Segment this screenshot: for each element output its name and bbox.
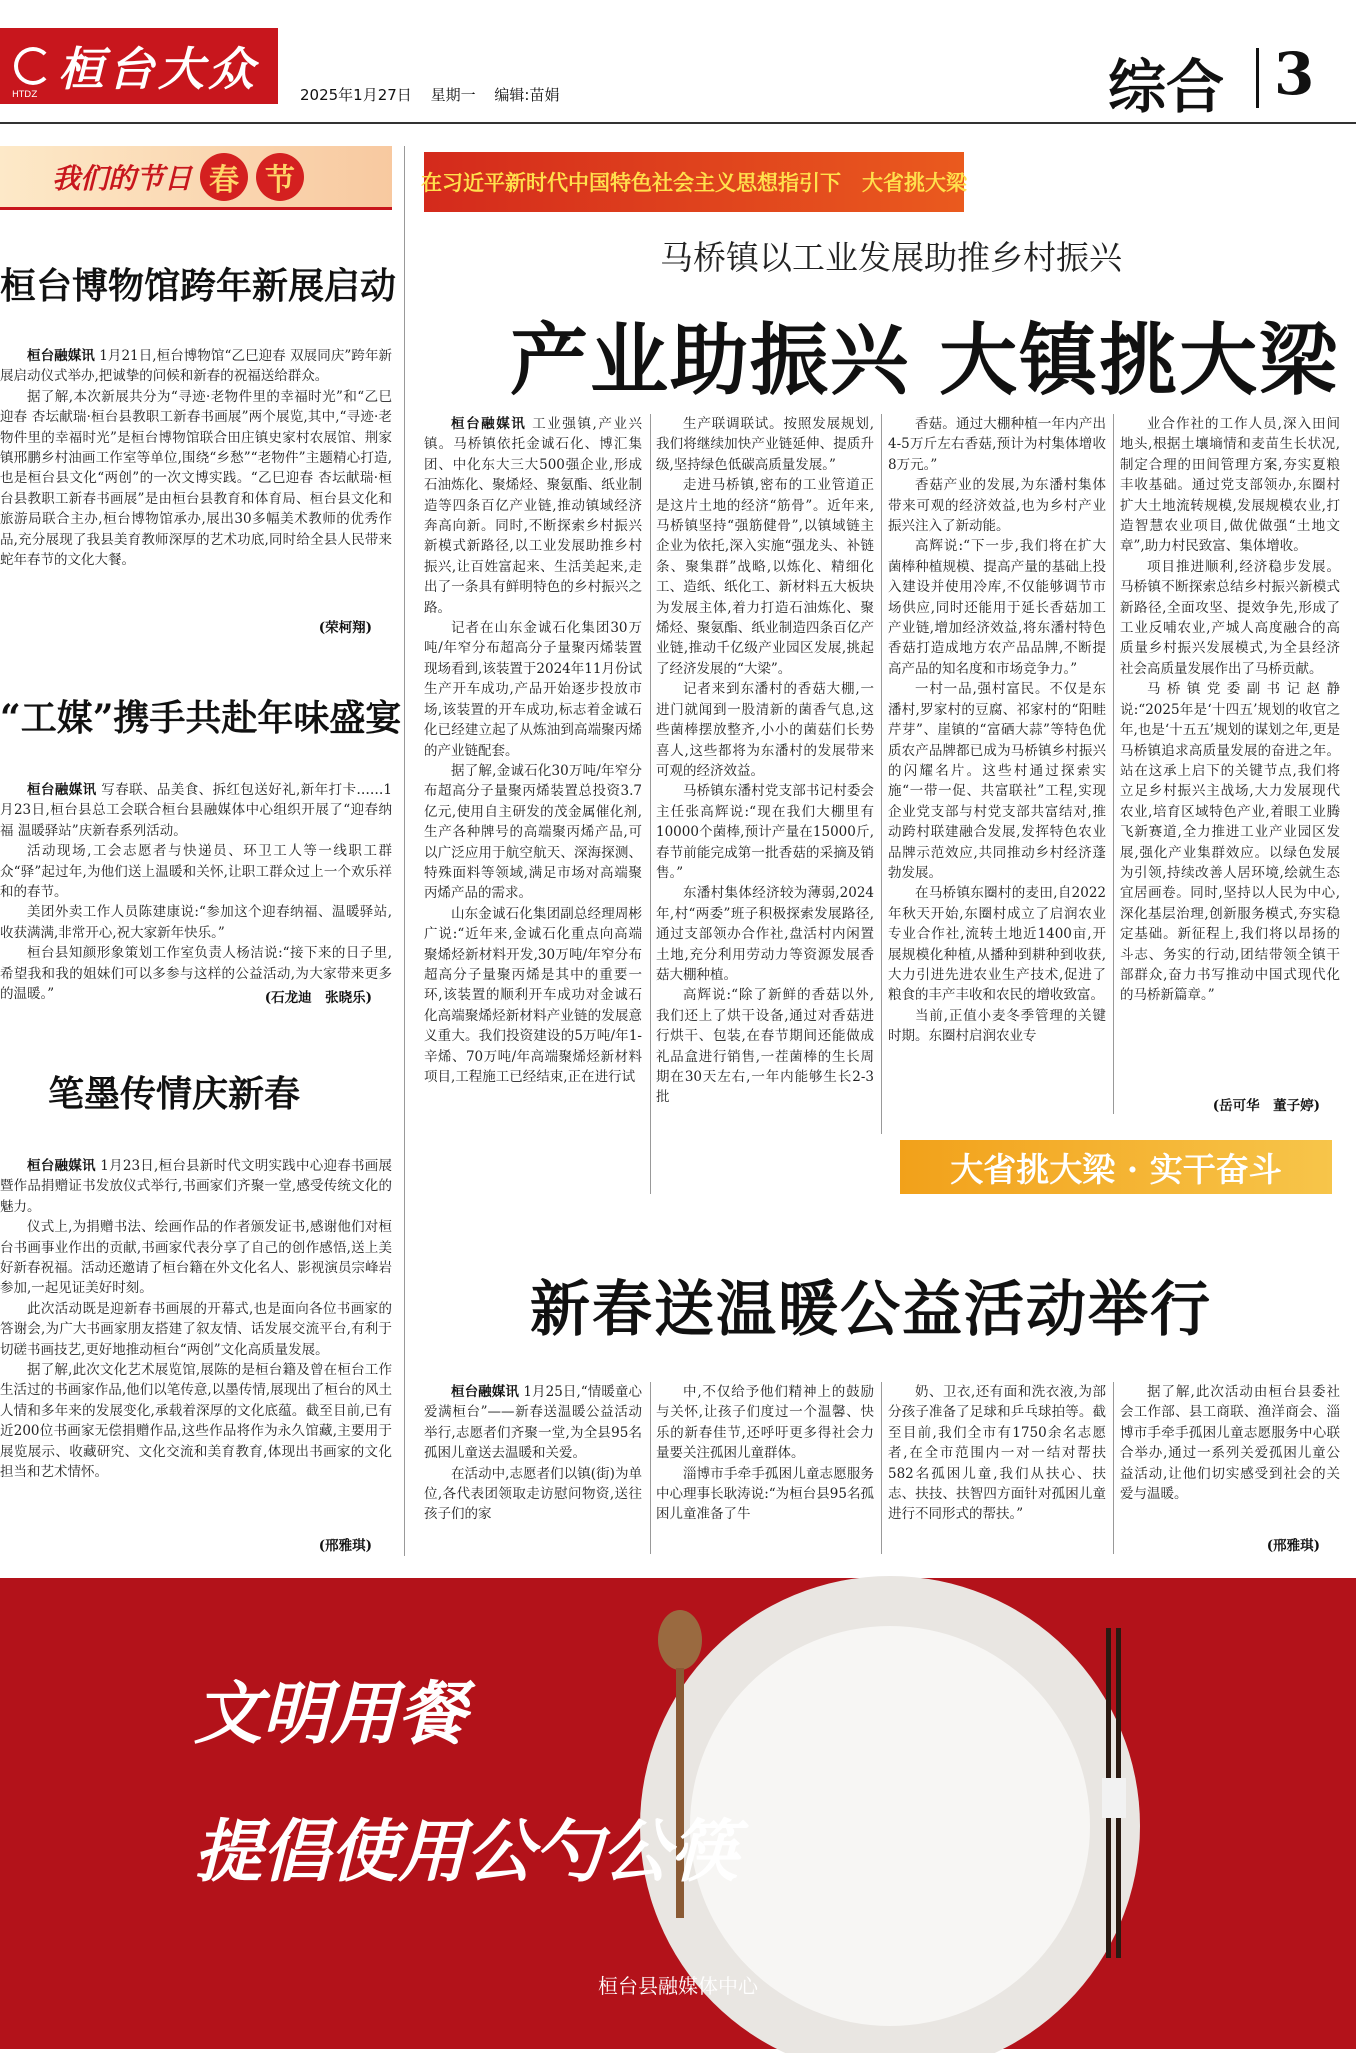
paragraph: 记者在山东金诚石化集团30万吨/年窄分布超高分子量聚丙烯装置现场看到,该装置于2024年11月份试生产开车成功,产品开始逐步投放市场,该装置的开车成功,标志着金诚石化已经建立起了从炼油到高端聚丙烯的产业链配套。 xyxy=(424,620,642,759)
second-column-1 xyxy=(424,1382,642,1554)
paragraph: 香菇产业的发展,为东潘村集体带来可观的经济效益,也为乡村产业振兴注入了新动能。 xyxy=(888,477,1106,535)
column-rule xyxy=(881,414,882,1134)
second-column-2 xyxy=(656,1382,874,1554)
second-column-4 xyxy=(1120,1382,1340,1532)
main-column-4 xyxy=(1120,414,1340,1094)
paragraph: 此次活动既是迎新春书画展的开幕式,也是面向各位书画家的答谢会,为广大书画家朋友搭建了叙友情、话发展交流平台,有利于切磋书画技艺,更好地推动桓台“两创”文化高质量发展。 xyxy=(0,1300,392,1358)
paragraph: 淄博市手牵手孤困儿童志愿服务中心理事长耿涛说:“为桓台县95名孤困儿童准备了牛 xyxy=(656,1465,874,1523)
paragraph: 仪式上,为捐赠书法、绘画作品的作者颁发证书,感谢他们对桓台书画事业作出的贡献,书画家代表分享了自己的创作感悟,送上美好新春祝福。活动还邀请了桓台籍在外文化名人、影视演员宗峰岩参加,一起见证美好时刻。 xyxy=(0,1219,392,1297)
issue-editor: 编辑:苗娟 xyxy=(494,86,560,104)
masthead-rule xyxy=(0,122,1356,124)
second-col3-text: 奶、卫衣,还有面和洗衣液,为部分孩子准备了足球和乒乓球拍等。截至目前,我们全市有1750余名志愿者,在全市范围内一对一结对帮扶582名孤困儿童,我们从扶心、扶志、扶技、扶智四方面针对孤困儿童进行不同形式的帮扶。” xyxy=(888,1384,1106,1523)
column-rule xyxy=(881,1382,882,1554)
paragraph: 走进马桥镇,密布的工业管道正是这片土地的经济“筋骨”。近年来,马桥镇坚持“强筋健骨”,以镇域链主企业为依托,深入实施“强龙头、补链条、聚集群”战略,以炼化、精细化工、造纸、纸化工、新材料五大板块为发展主体,着力打造石油炼化、聚烯烃、聚氨酯、纸业制造四条百亿产业链,推动千亿级产业园区发展,挑起了经济发展的“大梁”。 xyxy=(656,477,874,677)
paragraph: 当前,正值小麦冬季管理的关键时期。东圈村启润农业专 xyxy=(888,1007,1106,1045)
column-rule xyxy=(650,414,651,1194)
column-rule xyxy=(650,1382,651,1554)
paragraph: 据了解,此次文化艺术展览馆,展陈的是桓台籍及曾在桓台工作生活过的书画家作品,他们以笔传意,以墨传情,展现出了桓台的风土人情和多年来的发展变化,承载着深厚的文化底蕴。截至目前,已有近200位书画家无偿捐赠作品,这些作品将作为永久馆藏,主要用于展览展示、收藏研究、文化交流和美育教育,体现出书画家的文化担当和艺术情怀。 xyxy=(0,1362,392,1481)
paragraph: 在活动中,志愿者们以镇(街)为单位,各代表团领取走访慰问物资,送往孩子们的家 xyxy=(424,1465,642,1523)
main-col3-text: 香菇。通过大棚种植一年内产出4-5万斤左右香菇,预计为村集体增收8万元。” xyxy=(888,416,1106,473)
paragraph: 美团外卖工作人员陈建康说:“参加这个迎春纳福、温暖驿站,收获满满,非常开心,祝大家新年快乐。” xyxy=(0,904,392,941)
paragraph: 活动现场,工会志愿者与快递员、环卫工人等一线职工群众“驿”起过年,为他们送上温暖和关怀,让职工群众过上一个欢乐祥和的春节。 xyxy=(0,843,392,901)
paragraph: 记者来到东潘村的香菇大棚,一进门就闻到一股清新的菌香气息,这些菌棒摆放整齐,小小的菌菇们长势喜人,这些都将为东潘村的发展带来可观的经济效益。 xyxy=(656,681,874,779)
paragraph: 在马桥镇东圈村的麦田,自2022年秋天开始,东圈村成立了启润农业专业合作社,流转土地近1400亩,开展规模化种植,从播种到耕种到收获,大力引进先进农业生产技术,促进了粮食的丰产丰收和农民的增收致富。 xyxy=(888,885,1106,1004)
left-story-3-lead: 桓台融媒讯 xyxy=(27,1158,96,1174)
paragraph: 据了解,本次新展共分为“寻迹·老物件里的幸福时光”和“乙巳迎春 杏坛献瑞·桓台县教职工新春书画展”两个展览,其中,“寻迹·老物件里的幸福时光”是桓台博物馆联合田庄镇史家村农展馆、荆家镇邢鹏乡村油画工作室等单位,围绕“乡愁”“老物件”主题精心打造,也是桓台县文化“两创”的一次文博实践。“乙巳迎春 杏坛献瑞·桓台县教职工新春书画展”是由桓台县教育和体育局、桓台县文化和旅游局联合主办,桓台博物馆承办,展出30多幅美术教师的优秀作品,充分展现了我县美育教师深厚的艺术功底,同时给全县人民带来蛇年春节的文化大餐。 xyxy=(0,388,392,569)
paragraph: 马桥镇党委副书记赵静说:“2025年是‘十四五’规划的收官之年,也是‘十五五’规划的谋划之年,更是马桥镇追求高质量发展的奋进之年。站在这承上启下的关键节点,我们将立足乡村振兴主战场,大力发展现代农业,培育区域特色产业,着眼工业腾飞新赛道,全力推进工业产业园区发展,强化产业集群效应。以绿色发展为引领,持续改善人居环境,绘就生态宜居画卷。同时,坚持以人民为中心,深化基层治理,创新服务模式,夯实稳定基础。新征程上,我们将以昂扬的斗志、务实的行动,团结带领全镇干部群众,奋力书写推动中国式现代化的马桥新篇章。” xyxy=(1120,681,1340,1004)
issue-date: 2025年1月27日 xyxy=(300,86,412,104)
second-lead: 桓台融媒讯 xyxy=(451,1384,519,1400)
subsection-banner: 大省挑大梁 · 实干奋斗 xyxy=(900,1140,1332,1194)
paragraph: 桓台县知颜形象策划工作室负责人杨洁说:“接下来的日子里,希望我和我的姐妹们可以多参与这样的公益活动,为大家带来更多的温暖。” xyxy=(0,945,392,1003)
left-story-3-byline: (邢雅琪) xyxy=(318,1538,372,1554)
logo-emblem-icon xyxy=(14,47,52,85)
paragraph: 据了解,金诚石化30万吨/年窄分布超高分子量聚丙烯装置总投资3.7亿元,使用自主研发的茂金属催化剂,生产各种牌号的高端聚丙烯产品,可以广泛应用于航空航天、深海探测、特殊面料等领域,满足市场对高端聚丙烯产品的需求。 xyxy=(424,762,642,902)
paragraph: 马桥镇东潘村党支部书记村委会主任张高辉说:“现在我们大棚里有10000个菌棒,预计产量在15000斤,春节前能完成第一批香菇的采摘及销售。” xyxy=(656,783,874,881)
left-story-2-byline: (石龙迪 张晓乐) xyxy=(264,990,372,1006)
section-divider xyxy=(1256,48,1259,108)
column-rule xyxy=(1113,1382,1114,1554)
left-story-1-lead: 桓台融媒讯 xyxy=(27,348,95,364)
main-byline: (岳可华 董子婷) xyxy=(1212,1098,1320,1114)
left-story-1-title: 桓台博物馆跨年新展启动 xyxy=(0,265,397,307)
paragraph: 高辉说:“除了新鲜的香菇以外,我们还上了烘干设备,通过对香菇进行烘干、包装,在春节期间还能做成礼品盒进行销售,一茬菌棒的生长周期在30天左右,一年内能够生长2-3批 xyxy=(656,987,874,1106)
festival-seal-2: 节 xyxy=(256,153,304,201)
ad-footer: 桓台县融媒体中心 xyxy=(598,1974,758,1998)
main-lead: 桓台融媒讯 xyxy=(451,416,527,432)
ad-slogan-1: 文明用餐 xyxy=(194,1675,467,1754)
section-name: 综合 xyxy=(1108,53,1225,121)
festival-header xyxy=(0,146,392,210)
second-headline: 新春送温暖公益活动举行 xyxy=(530,1275,1212,1345)
main-kicker: 马桥镇以工业发展助推乡村振兴 xyxy=(660,238,1122,277)
second-byline: (邢雅琪) xyxy=(1266,1538,1320,1554)
ad-slogan-2: 提倡使用公勺公筷 xyxy=(194,1813,739,1892)
column-rule xyxy=(1113,414,1114,1114)
paragraph: 一村一品,强村富民。不仅是东潘村,罗家村的豆腐、祁家村的“阳畦芹芽”、崖镇的“富硒大蒜”等特色优质农产品牌都已成为马桥镇乡村振兴的闪耀名片。这些村通过探索实施“一带一促、共富联社”工程,实现企业党支部与村党支部共富结对,推动跨村联建融合发展,发挥特色农业品牌示范效应,共同推动乡村经济蓬勃发展。 xyxy=(888,681,1106,881)
logo-text: 桓台大众 xyxy=(58,42,258,96)
spoon-bowl xyxy=(658,1610,702,1670)
left-story-2-lead: 桓台融媒讯 xyxy=(27,782,97,798)
chopstick-rest xyxy=(1102,1778,1126,1818)
left-story-1-body xyxy=(0,346,392,616)
left-story-2-title: “工媒”携手共赴年味盛宴 xyxy=(0,697,402,739)
left-story-1-byline: (荣柯翔) xyxy=(318,620,372,636)
left-story-3-text: 1月23日,桓台县新时代文明实践中心迎春书画展暨作品捐赠证书发放仪式举行,书画家们齐聚一堂,感受传统文化的魅力。 xyxy=(0,1158,393,1215)
main-col4-text: 业合作社的工作人员,深入田间地头,根据土壤墒情和麦苗生长状况,制定合理的田间管理方案,夯实夏粮丰收基础。通过党支部领办,东圈村扩大土地流转规模,发展规模农业,打造智慧农业项目,做优做强“土地文章”,助力村民致富、集体增收。 xyxy=(1120,416,1340,555)
second-column-3 xyxy=(888,1382,1106,1554)
main-column-2 xyxy=(656,414,874,1196)
masthead-logo xyxy=(0,28,278,104)
left-story-2-text: 写春联、品美食、拆红包送好礼,新年打卡……1月23日,桓台县总工会联合桓台县融媒体中心组织开展了“迎春纳福 温暖驿站”庆新春系列活动。 xyxy=(0,782,392,839)
paragraph: 高辉说:“下一步,我们将在扩大菌棒种植规模、提高产量的基础上投入建设并使用冷库,不仅能够调节市场供应,同时还能用于延长香菇加工产业链,增加经济效益,将东潘村特色香菇打造成地方农产品品牌,不断提高产品的知名度和市场竞争力。” xyxy=(888,538,1106,677)
second-col1-text: 1月25日,“情暖童心 爱满桓台”——新春送温暖公益活动举行,志愿者们齐聚一堂,为全县95名孤困儿童送去温暖和关爱。 xyxy=(424,1384,643,1462)
theme-banner: 在习近平新时代中国特色社会主义思想指引下 大省挑大梁 xyxy=(424,152,964,212)
page-number: 3 xyxy=(1274,40,1315,108)
festival-seal-1: 春 xyxy=(200,153,248,201)
main-col2-text: 生产联调联试。按照发展规划,我们将继续加快产业链延伸、提质升级,坚持绿色低碳高质量发展。” xyxy=(656,416,874,473)
paragraph: 山东金诚石化集团副总经理周彬广说:“近年来,金诚石化重点向高端聚烯烃新材料开发,30万吨/年窄分布超高分子量聚丙烯是其中的重要一环,该装置的顺利开车成功对金诚石化高端聚烯烃新材料产业链的发展意义重大。我们投资建设的5万吨/年1-辛烯、70万吨/年高端聚烯烃新材料项目,工程施工已经结束,正在进行试 xyxy=(424,905,642,1085)
issue-weekday: 星期一 xyxy=(430,86,476,104)
main-column-1 xyxy=(424,414,642,1196)
left-story-3-body xyxy=(0,1156,392,1534)
second-col4-text: 据了解,此次活动由桓台县委社会工作部、县工商联、渔洋商会、淄博市手牵手孤困儿童志愿服务中心联合举办,通过一系列关爱孤困儿童公益活动,让他们切实感受到社会的关爱与温暖。 xyxy=(1120,1384,1340,1503)
left-story-3-title: 笔墨传情庆新春 xyxy=(48,1073,301,1115)
festival-label: 我们的节日 xyxy=(52,161,193,195)
logo-sub: HTDZ xyxy=(12,90,38,100)
second-col2-text: 中,不仅给予他们精神上的鼓励与关怀,让孩子们度过一个温馨、快乐的新春佳节,还呼吁更多得社会力量要关注孤困儿童群体。 xyxy=(656,1384,874,1462)
paragraph: 项目推进顺利,经济稳步发展。马桥镇不断探索总结乡村振兴新模式新路径,全面攻坚、提效争先,形成了工业反哺农业,产城人高度融合的高质量乡村振兴发展模式,为全县经济社会高质量发展作出了马桥贡献。 xyxy=(1120,558,1340,677)
left-story-1-text: 1月21日,桓台博物馆“乙巳迎春 双展同庆”跨年新展启动仪式举办,把诚挚的问候和新春的祝福送给群众。 xyxy=(0,348,393,385)
plate-inner xyxy=(690,1626,1090,2026)
paragraph: 东潘村集体经济较为薄弱,2024年,村“两委”班子积极探索发展路径,通过支部领办合作社,盘活村内闲置土地,充分利用劳动力等资源发展香菇大棚种植。 xyxy=(656,885,874,983)
left-column-rule xyxy=(404,146,405,1556)
dateline xyxy=(300,84,573,105)
main-col1-text: 工业强镇,产业兴镇。马桥镇依托金诚石化、博汇集团、中化东大三大500强企业,形成石油炼化、聚烯烃、聚氨酯、纸业制造等四条百亿产业链,推动镇域经济奔高向新。同时,不断探索乡村振兴新模式新路径,以工业发展助推乡村振兴,让百姓富起来、生活美起来,走出了一条具有鲜明特色的乡村振兴之路。 xyxy=(424,416,643,616)
main-headline: 产业助振兴 大镇挑大梁 xyxy=(510,315,1340,406)
main-column-3 xyxy=(888,414,1106,1114)
